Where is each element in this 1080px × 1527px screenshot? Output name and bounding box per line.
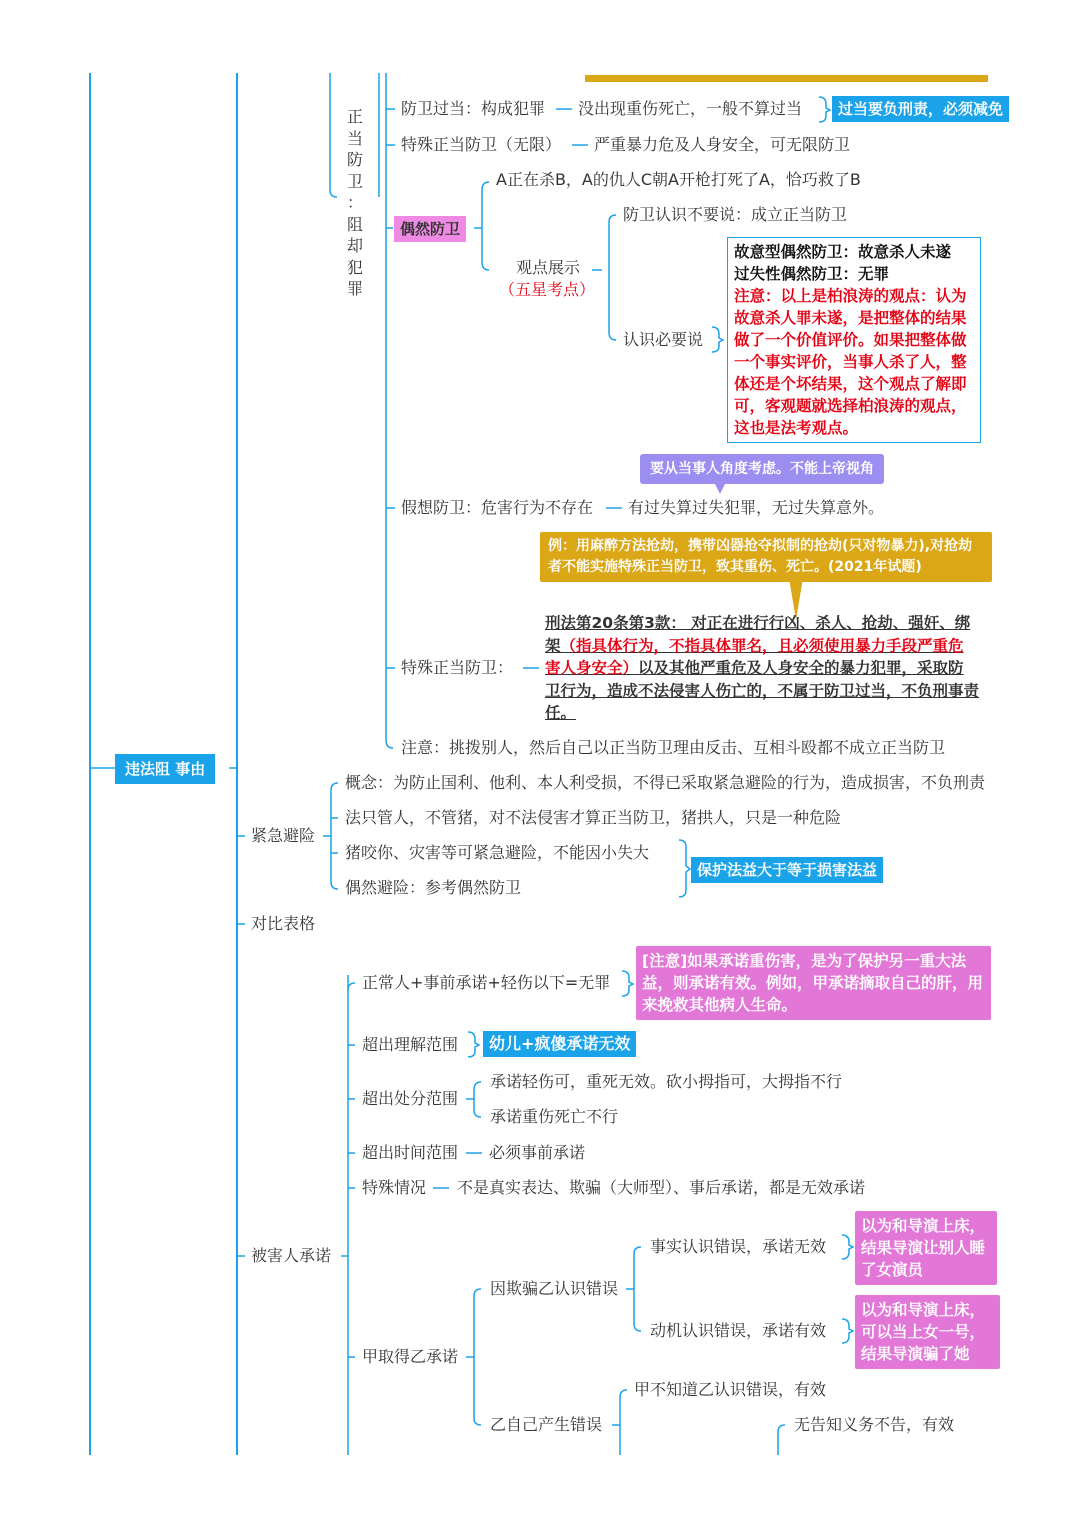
chengnuo-f1b[interactable]: 动机认识错误，承诺有效 bbox=[650, 1321, 827, 1340]
law-part1: 刑法第20条第3款： 对正在进行行凶、杀人、抢劫、强奸、绑架 bbox=[545, 614, 971, 655]
law-part2: （指具体行为，不指具体罪名，且必须使用暴力手段严重危害人身安全） bbox=[545, 636, 964, 677]
ouran-node[interactable]: 偶然防卫 bbox=[394, 216, 466, 242]
box-line2: 过失性偶然防卫：无罪 bbox=[734, 265, 890, 283]
chengnuo-node[interactable]: 被害人承诺 bbox=[251, 1246, 332, 1265]
chengnuo-f2[interactable]: 乙自己产生错误 bbox=[490, 1415, 603, 1434]
box-line1: 故意型偶然防卫：故意杀人未遂 bbox=[734, 243, 952, 261]
law-part3: 以及其他严重危及人身安全的暴力犯罪，采取防卫行为，造成不法侵害人伤亡的，不属于防卫过当，不负刑事责任。 bbox=[545, 659, 980, 722]
buyaoshuo-node[interactable]: 防卫认识不要说：成立正当防卫 bbox=[623, 205, 848, 224]
fangweiguodang-tag: 过当要负刑责，必须减免 bbox=[832, 96, 1009, 122]
jinji-node[interactable]: 紧急避险 bbox=[251, 826, 316, 845]
chengnuo-e-child[interactable]: 不是真实表达、欺骗（大师型）、事后承诺，都是无效承诺 bbox=[457, 1178, 866, 1197]
chengnuo-d[interactable]: 超出时间范围 bbox=[362, 1143, 459, 1162]
chengnuo-e[interactable]: 特殊情况 bbox=[362, 1178, 427, 1197]
teshu-wuxian-child[interactable]: 严重暴力危及人身安全，可无限防卫 bbox=[594, 135, 851, 154]
chengnuo-c[interactable]: 超出处分范围 bbox=[362, 1089, 459, 1108]
callout-gold: 例：用麻醉方法抢劫，携带凶器抢夺拟制的抢劫(只对物暴力),对抢劫者不能实施特殊正当防卫，致其重伤、死亡。(2021年试题) bbox=[540, 532, 992, 582]
fangweiguodang-child[interactable]: 没出现重伤死亡，一般不算过当 bbox=[578, 99, 803, 118]
chengnuo-d-child[interactable]: 必须事前承诺 bbox=[489, 1143, 586, 1162]
chengnuo-b[interactable]: 超出理解范围 bbox=[362, 1035, 459, 1054]
chengnuo-f1[interactable]: 因欺骗乙认识错误 bbox=[490, 1279, 619, 1298]
jinji-tag: 保护法益大于等于损害法益 bbox=[691, 857, 883, 883]
duibi-node[interactable]: 对比表格 bbox=[251, 914, 316, 933]
fangweiguodang-node[interactable]: 防卫过当：构成犯罪 bbox=[401, 99, 546, 118]
chengnuo-b-tag: 幼儿+疯傻承诺无效 bbox=[483, 1031, 636, 1057]
callout-purple: 要从当事人角度考虑。不能上帝视角 bbox=[640, 454, 884, 484]
jinji-item[interactable]: 概念：为防止国利、他利、本人利受损，不得已采取紧急避险的行为，造成损害，不负刑责 bbox=[345, 773, 986, 792]
biyaoshuo-node[interactable]: 认识必要说 bbox=[623, 330, 704, 349]
box-note: 注意：以上是柏浪涛的观点：认为故意杀人罪未遂，是把整体的结果做了一个价值评价。如果把整体做一个事实评价，当事人杀了人，整体还是个坏结果，这个观点了解即可，客观题就选择柏浪涛的观点，这也是法考观点。 bbox=[734, 287, 967, 437]
jinji-item[interactable]: 法只管人，不管猪，对不法侵害才算正当防卫，猪拱人，只是一种危险 bbox=[345, 808, 842, 827]
jiaxiang-child[interactable]: 有过失算过失犯罪，无过失算意外。 bbox=[628, 498, 885, 517]
ouran-example[interactable]: A正在杀B，A的仇人C朝A开枪打死了A，恰巧救了B bbox=[496, 170, 861, 189]
chengnuo-a[interactable]: 正常人+事前承诺+轻伤以下=无罪 bbox=[362, 973, 611, 992]
jinji-item[interactable]: 偶然避险：参考偶然防卫 bbox=[345, 878, 522, 897]
chengnuo-f2a[interactable]: 甲不知道乙认识错误，有效 bbox=[634, 1380, 827, 1399]
chengnuo-a-note: [注意]如果承诺重伤害，是为了保护另一重大法益，则承诺有效。例如，甲承诺摘取自己的肝，用来挽救其他病人生命。 bbox=[636, 946, 991, 1020]
guandian-node[interactable]: 观点展示 bbox=[516, 258, 581, 277]
ouran-note-box bbox=[727, 237, 981, 443]
teshu2-node[interactable]: 特殊正当防卫： bbox=[401, 658, 514, 677]
teshu-wuxian-node[interactable]: 特殊正当防卫（无限） bbox=[401, 135, 562, 154]
chengnuo-f1a-note: 以为和导演上床，结果导演让别人睡了女演员 bbox=[855, 1211, 997, 1285]
zhengdang-label[interactable]: 正 当 防 卫 ： 阻 却 犯 罪 bbox=[346, 107, 363, 298]
zhuyi-node[interactable]: 注意：挑拨别人，然后自己以正当防卫理由反击、互相斗殴都不成立正当防卫 bbox=[401, 738, 946, 757]
chengnuo-f1a[interactable]: 事实认识错误，承诺无效 bbox=[650, 1237, 827, 1256]
jinji-item[interactable]: 猪咬你、灾害等可紧急避险，不能因小失大 bbox=[345, 843, 650, 862]
chengnuo-f2b[interactable]: 无告知义务不告，有效 bbox=[794, 1415, 955, 1434]
root-node[interactable]: 违法阻 事由 bbox=[115, 754, 215, 784]
chengnuo-f1b-note: 以为和导演上床，可以当上女一号，结果导演骗了她 bbox=[855, 1295, 1000, 1369]
jiaxiang-node[interactable]: 假想防卫：危害行为不存在 bbox=[401, 498, 594, 517]
chengnuo-c1[interactable]: 承诺轻伤可，重死无效。砍小拇指可，大拇指不行 bbox=[490, 1072, 843, 1091]
chengnuo-f[interactable]: 甲取得乙承诺 bbox=[362, 1347, 459, 1366]
chengnuo-c2[interactable]: 承诺重伤死亡不行 bbox=[490, 1107, 619, 1126]
guandian-star: （五星考点） bbox=[499, 280, 596, 299]
law-text[interactable] bbox=[545, 612, 979, 725]
